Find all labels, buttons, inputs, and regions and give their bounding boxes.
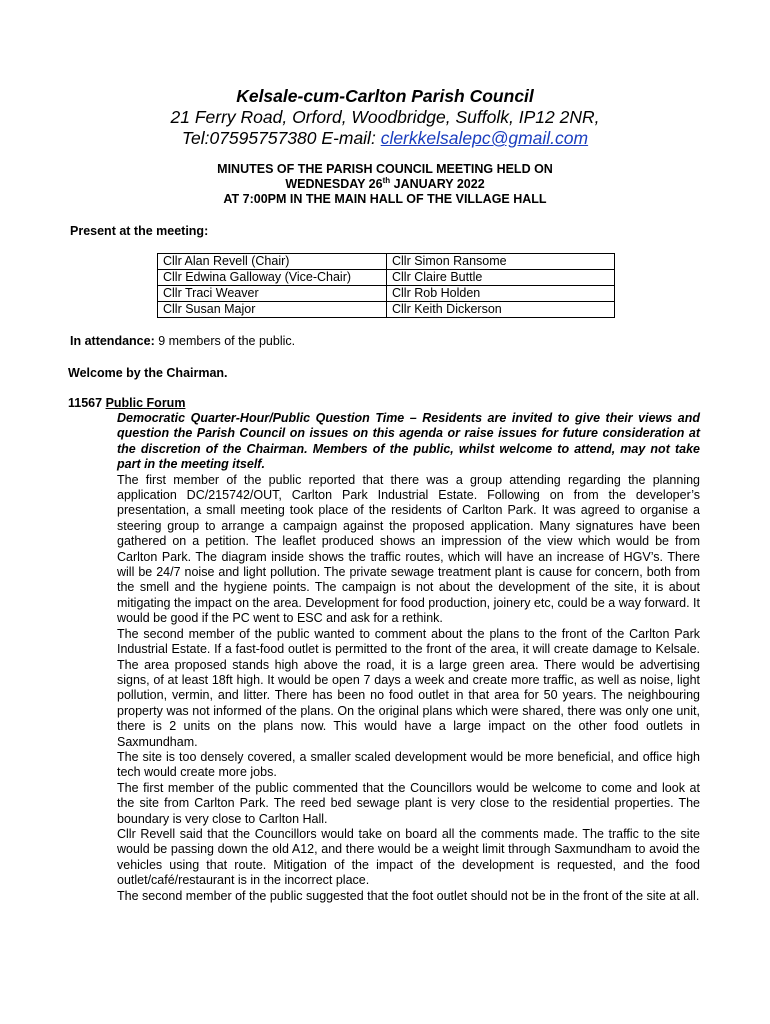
attendee-cell: Cllr Traci Weaver [158, 286, 387, 302]
attendance-line [70, 334, 295, 348]
welcome-line: Welcome by the Chairman. [68, 366, 228, 380]
item-number: 11567 [68, 396, 103, 410]
table-row [158, 270, 615, 286]
paragraph: The second member of the public suggested that the foot outlet should not be in the front of the site at all. [117, 888, 700, 903]
council-name: Kelsale-cum-Carlton Parish Council [236, 86, 534, 106]
present-label: Present at the meeting: [70, 224, 209, 238]
email-link[interactable]: clerkkelsalepc@gmail.com [380, 128, 589, 148]
meeting-date-day: WEDNESDAY 26 [285, 177, 383, 191]
paragraph: Cllr Revell said that the Councillors would take on board all the comments made. The traffic to the site would be passing down the old A12, and there would be a weight limit through Saxmundham to avoid the vehicles using that route. Mitigation of the impact of the development is requested, and the food outlet/café/restaurant is in the incorrect place. [117, 826, 700, 888]
attendee-cell: Cllr Edwina Galloway (Vice-Chair) [158, 270, 387, 286]
attendees-table [157, 253, 615, 318]
title-line-2 [0, 177, 770, 192]
table-row [158, 286, 615, 302]
minutes-title [0, 162, 770, 207]
title-line-3: AT 7:00PM IN THE MAIN HALL OF THE VILLAGE HALL [223, 192, 547, 206]
attendance-label: In attendance: [70, 334, 155, 348]
date-ordinal: th [382, 175, 391, 185]
attendee-cell: Cllr Susan Major [158, 302, 387, 318]
letterhead [0, 86, 770, 149]
attendance-text: 9 members of the public. [154, 334, 296, 348]
attendee-cell: Cllr Simon Ransome [387, 254, 615, 270]
paragraph: The site is too densely covered, a smaller scaled development would be more beneficial, and office high tech would create more jobs. [117, 749, 700, 780]
item-title: Public Forum [105, 396, 186, 410]
attendee-cell: Cllr Keith Dickerson [387, 302, 615, 318]
attendee-cell: Cllr Claire Buttle [387, 270, 615, 286]
paragraph: The first member of the public reported that there was a group attending regarding the planning application DC/215742/OUT, Carlton Park Industrial Estate. Following on from the developer’s presentation, a small meeting took place of the residents of Carlton Park. It was agreed to organise a steering group to arrange a campaign against the proposed application. Many signatures have been gathered on a petition. The leaflet produced shows an impression of the view which would be from Carlton Park. The diagram inside shows the traffic routes, which will have an increase of HGV’s. There will be 24/7 noise and light pollution. The private sewage treatment plant is cause for concern, both from the smell and the hygiene points. The campaign is not about the development of the site, it is about mitigating the impact on the area. Development for food production, joinery etc, could be a way forward. It would be good if the PC went to ESC and ask for a rethink. [117, 472, 700, 626]
attendee-cell: Cllr Rob Holden [387, 286, 615, 302]
paragraph: The first member of the public commented that the Councillors would be welcome to come and look at the site from Carlton Park. The reed bed sewage plant is very close to the residential properties. The boundary is very close to Carlton Hall. [117, 780, 700, 826]
title-line-1: MINUTES OF THE PARISH COUNCIL MEETING HELD ON [217, 162, 553, 176]
council-address: 21 Ferry Road, Orford, Woodbridge, Suffolk, IP12 2NR, [170, 107, 600, 127]
telephone-text: Tel:07595757380 E-mail: [181, 128, 381, 148]
meeting-date-month: JANUARY 2022 [390, 177, 485, 191]
table-row [158, 254, 615, 270]
table-row [158, 302, 615, 318]
item-heading [68, 396, 185, 410]
contact-line [0, 128, 770, 149]
attendee-cell: Cllr Alan Revell (Chair) [158, 254, 387, 270]
paragraph: The second member of the public wanted to comment about the plans to the front of the Carlton Park Industrial Estate. If a fast-food outlet is permitted to the front of the area, it will create damage to Kelsale. The area proposed stands high above the road, it is a large green area. There would be advertising signs, of at least 18ft high. It would be open 7 days a week and create more traffic, as well as noise, light pollution, vermin, and litter. There has been no food outlet in that area for 50 years. The neighbouring property was not informed of the plans. On the original plans which were shared, there was only one unit, there is 2 units on the plans now. This would have a large impact on the other food outlets in Saxmundham. [117, 626, 700, 749]
item-body [117, 411, 700, 904]
item-intro: Democratic Quarter-Hour/Public Question Time – Residents are invited to give their views and question the Parish Council on issues on this agenda or raise issues for future consideration at the discretion of the Chairman. Members of the public, whilst welcome to attend, may not take part in the meeting itself. [117, 411, 700, 472]
